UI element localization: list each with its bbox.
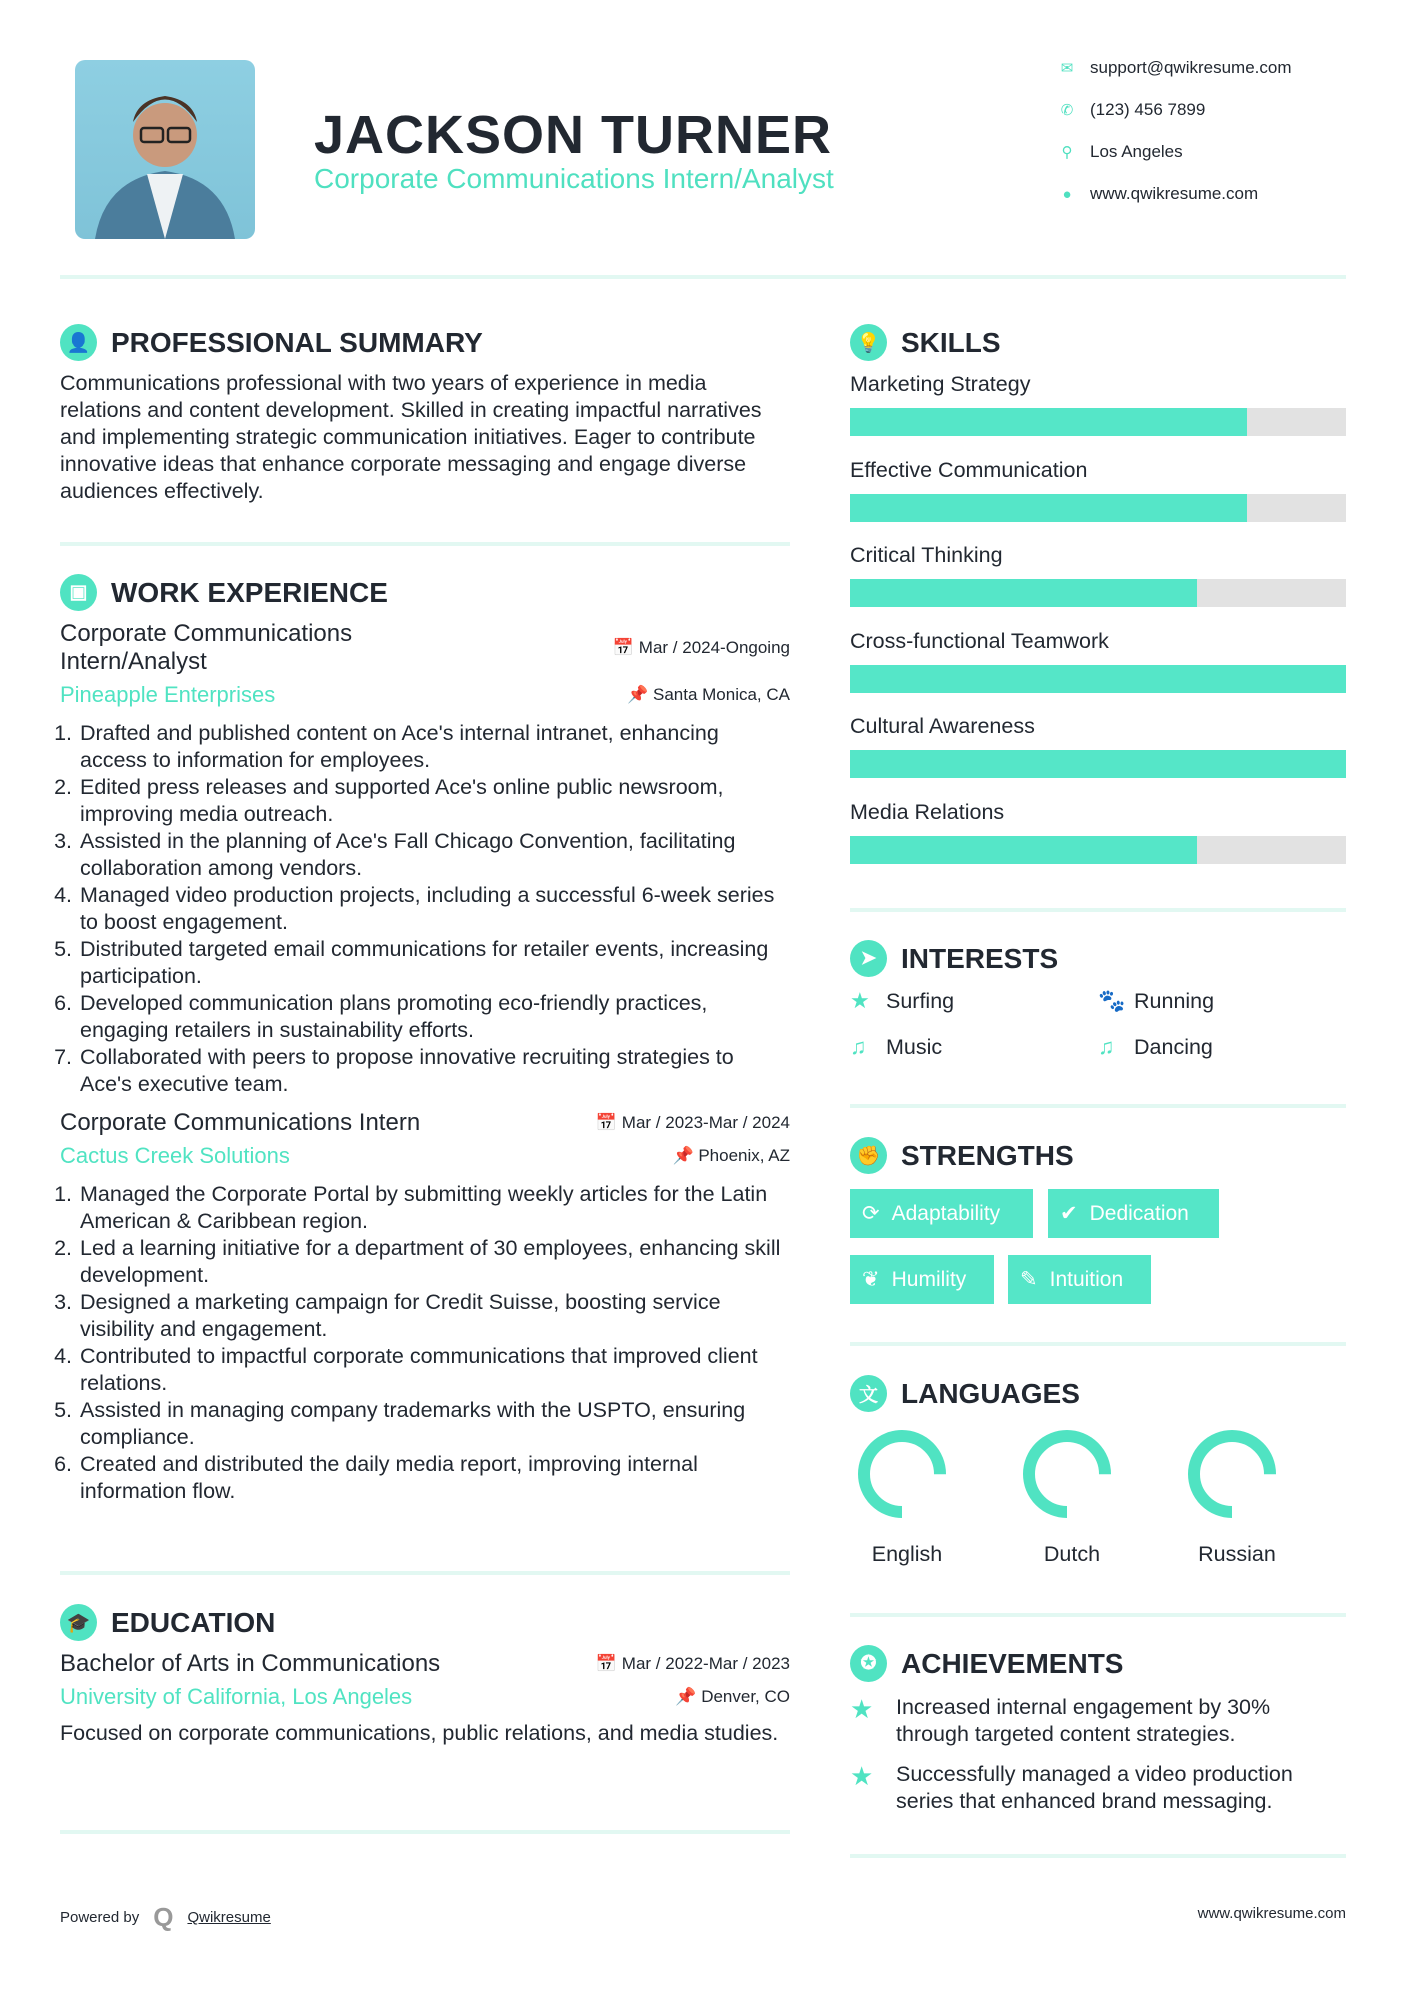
achievement-item bbox=[850, 1694, 1346, 1748]
section-heading-interests bbox=[850, 940, 1058, 977]
refresh-icon: ⟳ bbox=[862, 1202, 880, 1225]
interest-label: Dancing bbox=[1134, 1034, 1213, 1059]
chip-label: Humility bbox=[891, 1267, 967, 1291]
skill-label: Cultural Awareness bbox=[850, 714, 1035, 738]
bullet: 3. Designed a marketing campaign for Credit Suisse, boosting service visibility and engagement. bbox=[78, 1289, 790, 1343]
music-icon: ♫ bbox=[850, 1034, 867, 1059]
divider bbox=[60, 1571, 790, 1575]
bullet: 6. Created and distributed the daily media report, improving internal information flow. bbox=[78, 1451, 790, 1505]
skill-bar bbox=[850, 665, 1346, 693]
skill-label: Marketing Strategy bbox=[850, 372, 1031, 396]
powered-by-text: Powered by bbox=[60, 1909, 140, 1926]
contact-text: www.qwikresume.com bbox=[1090, 184, 1259, 203]
date-text: Mar / 2024-Ongoing bbox=[638, 638, 790, 657]
heading-text: ACHIEVEMENTS bbox=[901, 1647, 1124, 1679]
skill-label: Media Relations bbox=[850, 799, 1005, 824]
heading-text: PROFESSIONAL SUMMARY bbox=[111, 326, 483, 358]
divider bbox=[60, 1830, 790, 1834]
achievement-text: Increased internal engagement by 30% through targeted content strategies. bbox=[896, 1695, 1271, 1746]
language-ring-arc bbox=[1194, 1436, 1270, 1512]
company-name: Cactus Creek Solutions bbox=[60, 1143, 290, 1168]
strength-chip bbox=[850, 1189, 1033, 1238]
interest-item bbox=[850, 1034, 942, 1060]
contact-text: support@qwikresume.com bbox=[1090, 58, 1292, 77]
music-icon: ♫ bbox=[1098, 1034, 1115, 1059]
contact-email[interactable] bbox=[1058, 58, 1292, 78]
bullet: 6. Developed communication plans promoting eco-friendly practices, engaging retailers in sustainability efforts. bbox=[78, 990, 790, 1044]
divider bbox=[60, 542, 790, 546]
chair-icon: ▣ bbox=[60, 574, 97, 611]
footer-brand bbox=[60, 1902, 271, 1933]
interest-item bbox=[1098, 1034, 1213, 1060]
skill-bar-fill bbox=[850, 750, 1346, 778]
location-text: Denver, CO bbox=[701, 1687, 790, 1706]
job-title: Corporate Communications Intern/Analyst bbox=[60, 620, 353, 675]
contact-location bbox=[1058, 142, 1183, 162]
edu-location: 📌 Denver, CO bbox=[675, 1687, 790, 1706]
candidate-title: Corporate Communications Intern/Analyst bbox=[314, 163, 834, 194]
section-heading-skills bbox=[850, 324, 1001, 361]
bullet: 2. Edited press releases and supported Ace's online public newsroom, improving media outreach. bbox=[78, 774, 790, 828]
skill-bar-fill bbox=[850, 665, 1346, 693]
skill-bar bbox=[850, 579, 1346, 607]
check-circle-icon: ✔ bbox=[1060, 1202, 1078, 1225]
job-bullets bbox=[60, 720, 790, 1098]
heading-text: EDUCATION bbox=[111, 1606, 276, 1638]
chip-label: Dedication bbox=[1089, 1201, 1189, 1225]
summary-text: Communications professional with two years of experience in media relations and content development. Skilled in creating impactful narratives and implementing strategic communication initiatives. Eager to contribute innovative ideas that enhance corporate messaging and engage diverse audiences effectively. bbox=[60, 371, 762, 503]
education-entry bbox=[60, 1650, 790, 1747]
edu-date: 📅 Mar / 2022-Mar / 2023 bbox=[595, 1654, 790, 1673]
section-heading-strengths bbox=[850, 1137, 1074, 1174]
heading-text: STRENGTHS bbox=[901, 1139, 1074, 1171]
interest-label: Running bbox=[1134, 988, 1215, 1013]
skill-bar bbox=[850, 750, 1346, 778]
divider bbox=[850, 1104, 1346, 1108]
heading-text: LANGUAGES bbox=[901, 1377, 1080, 1409]
bullet: 5. Distributed targeted email communications for retailer events, increasing participation. bbox=[78, 936, 790, 990]
skill-label: Critical Thinking bbox=[850, 543, 1003, 567]
language-ring-arc bbox=[1029, 1436, 1105, 1512]
lightbulb-icon: 💡 bbox=[850, 324, 887, 361]
language-ring-arc bbox=[864, 1436, 940, 1512]
school-name: University of California, Los Angeles bbox=[60, 1684, 413, 1709]
skill-label: Cross-functional Teamwork bbox=[850, 628, 1109, 653]
achievement-text: Successfully managed a video production series that enhanced brand messaging. bbox=[896, 1762, 1293, 1813]
achievement-item bbox=[850, 1761, 1346, 1815]
chip-label: Intuition bbox=[1049, 1267, 1124, 1291]
bullet: 4. Managed video production projects, including a successful 6-week series to boost engagement. bbox=[78, 882, 790, 936]
location-text: Santa Monica, CA bbox=[652, 685, 790, 704]
strength-chip bbox=[1048, 1189, 1219, 1238]
footer-url[interactable]: www.qwikresume.com bbox=[1197, 1905, 1346, 1922]
skill-bar-fill bbox=[850, 494, 1247, 522]
job-date: 📅 Mar / 2024-Ongoing bbox=[612, 638, 790, 657]
section-heading-achievements bbox=[850, 1645, 1123, 1682]
language-icon: 文 bbox=[850, 1375, 887, 1412]
language-label: English bbox=[871, 1542, 943, 1566]
job-date: 📅 Mar / 2023-Mar / 2024 bbox=[595, 1113, 790, 1132]
job-location: 📌 Santa Monica, CA bbox=[627, 685, 790, 704]
graduate-icon: 🎓 bbox=[60, 1604, 97, 1641]
skill-label: Effective Communication bbox=[850, 457, 1088, 482]
language-label: Dutch bbox=[1043, 1542, 1101, 1566]
divider bbox=[850, 908, 1346, 912]
job-entry bbox=[60, 1109, 790, 1505]
location-text: Phoenix, AZ bbox=[698, 1146, 790, 1165]
language-ring bbox=[852, 1424, 952, 1524]
magic-wand-icon: ✎ bbox=[1020, 1268, 1038, 1291]
bullet: 1. Drafted and published content on Ace's internal intranet, enhancing access to information for employees. bbox=[78, 720, 790, 774]
contact-phone bbox=[1058, 100, 1205, 120]
chip-label: Adaptability bbox=[891, 1201, 1001, 1225]
fist-icon: ✊ bbox=[850, 1137, 887, 1174]
map-pin-icon: ⚲ bbox=[1061, 144, 1073, 161]
contact-text: Los Angeles bbox=[1090, 142, 1183, 161]
heading-text: WORK EXPERIENCE bbox=[111, 576, 388, 608]
company-name: Pineapple Enterprises bbox=[60, 682, 276, 707]
candidate-name: JACKSON TURNER bbox=[314, 105, 833, 165]
star-icon: ★ bbox=[850, 1761, 874, 1791]
heading-text: SKILLS bbox=[901, 326, 1001, 358]
skill-bar-fill bbox=[850, 836, 1197, 864]
language-ring bbox=[1017, 1424, 1117, 1524]
job-title: Corporate Communications Intern bbox=[60, 1109, 421, 1136]
paper-plane-icon: ➤ bbox=[850, 940, 887, 977]
divider bbox=[60, 275, 1346, 279]
degree: Bachelor of Arts in Communications bbox=[60, 1650, 441, 1677]
contact-text: (123) 456 7899 bbox=[1090, 100, 1206, 119]
education-text: Focused on corporate communications, public relations, and media studies. bbox=[60, 1721, 779, 1745]
job-bullets bbox=[60, 1181, 790, 1505]
user-icon: 👤 bbox=[60, 324, 97, 361]
interest-item bbox=[1098, 988, 1214, 1014]
section-heading-summary bbox=[60, 324, 483, 361]
section-heading-education bbox=[60, 1604, 275, 1641]
bullet: 4. Contributed to impactful corporate communications that improved client relations. bbox=[78, 1343, 790, 1397]
skill-bar bbox=[850, 408, 1346, 436]
language-label: Russian bbox=[1198, 1542, 1276, 1566]
job-location: 📌 Phoenix, AZ bbox=[672, 1146, 790, 1165]
strength-chip bbox=[850, 1255, 994, 1304]
section-heading-work bbox=[60, 574, 388, 611]
qwikresume-logo-icon: Q bbox=[153, 1902, 174, 1932]
interest-item bbox=[850, 988, 954, 1014]
skill-bar-fill bbox=[850, 579, 1197, 607]
bullet: 1. Managed the Corporate Portal by submitting weekly articles for the Latin American & Caribbean region. bbox=[78, 1181, 790, 1235]
brand-link[interactable]: Qwikresume bbox=[187, 1909, 271, 1926]
divider bbox=[850, 1613, 1346, 1617]
language-ring bbox=[1182, 1424, 1282, 1524]
date-text: Mar / 2022-Mar / 2023 bbox=[621, 1654, 790, 1673]
job-entry bbox=[60, 620, 790, 1098]
contact-website[interactable] bbox=[1058, 184, 1258, 204]
phone-icon: ✆ bbox=[1060, 102, 1074, 119]
interest-label: Music bbox=[886, 1034, 943, 1059]
globe-icon: ● bbox=[1062, 185, 1072, 203]
date-text: Mar / 2023-Mar / 2024 bbox=[621, 1113, 790, 1132]
section-heading-languages bbox=[850, 1375, 1080, 1412]
divider bbox=[850, 1342, 1346, 1346]
skill-bar bbox=[850, 494, 1346, 522]
star-icon: ★ bbox=[850, 988, 870, 1013]
award-icon: ✪ bbox=[850, 1645, 887, 1682]
interest-label: Surfing bbox=[886, 988, 955, 1013]
divider bbox=[850, 1854, 1346, 1858]
skill-bar-fill bbox=[850, 408, 1247, 436]
skill-bar bbox=[850, 836, 1346, 864]
bullet: 2. Led a learning initiative for a department of 30 employees, enhancing skill development. bbox=[78, 1235, 790, 1289]
envelope-icon: ✉ bbox=[1060, 60, 1074, 77]
star-icon: ★ bbox=[850, 1694, 874, 1724]
bullet: 5. Assisted in managing company trademarks with the USPTO, ensuring compliance. bbox=[78, 1397, 790, 1451]
bullet: 7. Collaborated with peers to propose innovative recruiting strategies to Ace's executive team. bbox=[78, 1044, 790, 1098]
bullet: 3. Assisted in the planning of Ace's Fall Chicago Convention, facilitating collaboration among vendors. bbox=[78, 828, 790, 882]
strength-chip bbox=[1008, 1255, 1151, 1304]
paw-icon: 🐾 bbox=[1098, 988, 1126, 1013]
heading-text: INTERESTS bbox=[901, 942, 1059, 974]
profile-photo bbox=[75, 60, 255, 239]
leaf-icon: ❦ bbox=[862, 1268, 880, 1291]
